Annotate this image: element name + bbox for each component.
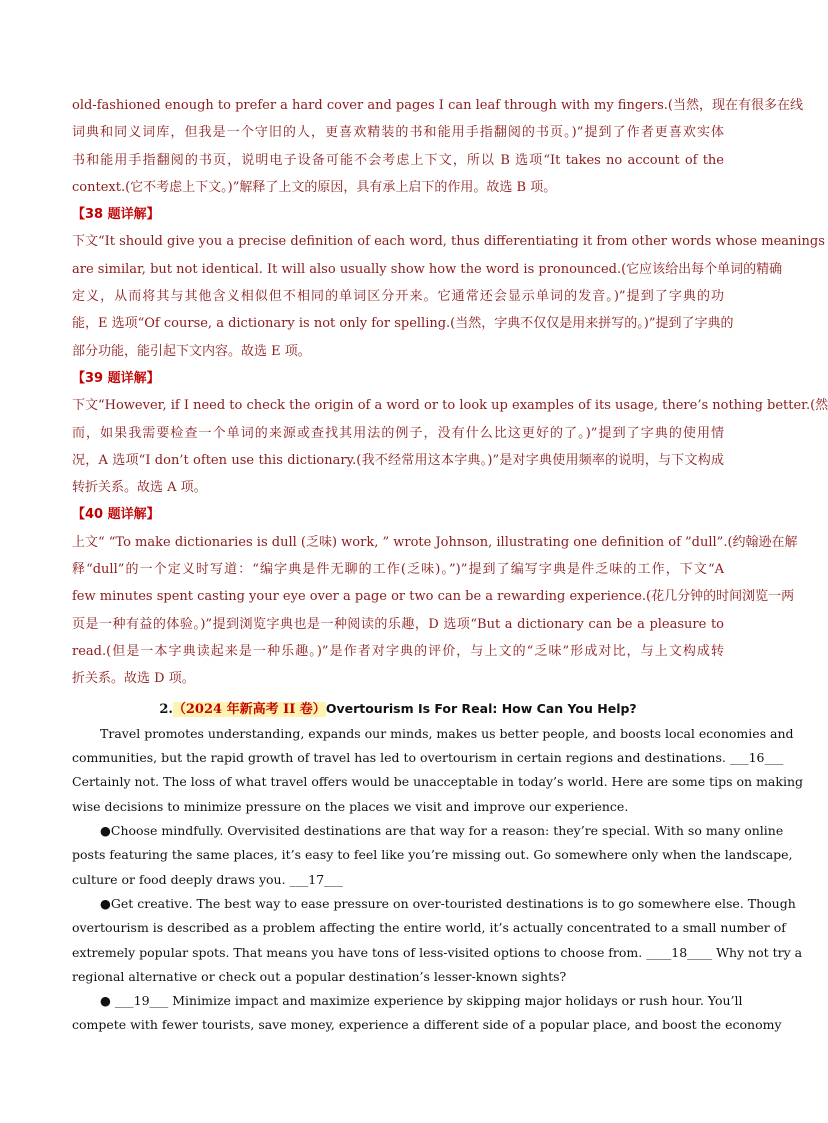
text-line: are similar, but not identical. It will also usually show how the word is pronounced.(它应该给出每个单词的精确 [72,261,783,277]
text-line: ●Get creative. The best way to ease pressure on over-touristed destinations is to go somewhere else. Though [100,895,796,911]
exam-source: （2024 年新高考 II 卷） [172,701,326,717]
paragraph [72,722,804,819]
text-line: 部分功能，能引起下文内容。故选 E 项。 [72,343,311,359]
text-line: 而，如果我需要检查一个单词的来源或查找其用法的例子，没有什么比这更好的了。)”提到了字典的使用情 [72,425,724,441]
text-line: 下文“It should give you a precise definition of each word, thus differentiating it from other words whose meanings [72,234,825,250]
passage-title-row [72,695,724,722]
text-line: 下文“However, if I need to check the origin of a word or to look up examples of its usage, there’s nothing better.(然 [72,398,828,414]
bullet-get-creative [72,892,803,989]
heading-38: 【38 题详解】 [72,207,160,223]
text-line: 转折关系。故选 A 项。 [72,480,207,496]
text-line: 页是一种有益的体验。)”提到浏览字典也是一种阅读的乐趣，D 选项“But a dictionary can be a pleasure to [72,616,724,632]
text-line: ●Choose mindfully. Overvisited destinations are that way for a reason: they’re special. With so many online [100,823,784,839]
question-number: 2. [159,701,173,717]
document-page [72,92,828,1038]
text-line: wise decisions to minimize pressure on the places we visit and improve our experience. [72,798,629,814]
text-line: regional alternative or check out a popular destination’s lesser-known sights? [72,968,567,984]
text-line: 能，E 选项“Of course, a dictionary is not only for spelling.(当然，字典不仅仅是用来拼写的。)”提到了字典的 [72,316,734,332]
text-line: 词典和同义词库，但我是一个守旧的人，更喜欢精装的书和能用手指翻阅的书页。)”提到了作者更喜欢实体 [72,125,724,141]
text-line: posts featuring the same places, it’s easy to feel like you’re missing out. Go somewhere only when the landscape, [72,847,793,863]
explanation-39 [72,392,828,501]
passage-title: Overtourism Is For Real: How Can You Help? [325,700,637,716]
text-line: 上文“ “To make dictionaries is dull (乏味) work, ” wrote Johnson, illustrating one definition of ”dull”.(约翰逊在解 [72,534,798,550]
bullet-choose-mindfully [72,819,793,892]
text-line: ● ___19___ Minimize impact and maximize experience by skipping major holidays or rush hour. You’ll [100,993,743,1009]
heading-40: 【40 题详解】 [72,507,160,523]
heading-39: 【39 题详解】 [72,370,160,386]
text-line: read.(但是一本字典读起来是一种乐趣。)”是作者对字典的评价，与上文的“乏味”形成对比，与上文构成转 [72,643,724,659]
text-line: 书和能用手指翻阅的书页，说明电子设备可能不会考虑上下文，所以 B 选项“It takes no account of the [72,152,724,168]
text-line: 定义，从而将其与其他含义相似但不相同的单词区分开来。它通常还会显示单词的发音。)”提到了字典的功 [72,289,724,305]
text-line: old-fashioned enough to prefer a hard cover and pages I can leaf through with my fingers.(当然，现在有很多在线 [72,98,803,113]
text-line: few minutes spent casting your eye over a page or two can be a rewarding experience.(花几分钟的时间浏览一两 [72,589,795,605]
text-line: communities, but the rapid growth of travel has led to overtourism in certain regions and destinations. ___16___ [72,750,784,766]
text-line: culture or food deeply draws you. ___17___ [72,871,343,887]
text-line: 释“dull”的一个定义时写道：“编字典是件无聊的工作(乏味)。”)”提到了编写字典是件乏味的工作，下文“A [72,562,724,578]
passage-body [72,722,804,1038]
text-line: Certainly not. The loss of what travel offers would be unacceptable in today’s world. Here are some tips on making [72,774,804,790]
text-line: context.(它不考虑上下文。)”解释了上文的原因，具有承上启下的作用。故选 B 项。 [72,179,557,195]
text-line: overtourism is described as a problem affecting the entire world, it’s actually concentrated to a small number of [72,920,786,936]
text-line: compete with fewer tourists, save money, experience a different side of a popular place, and boost the economy [72,1017,782,1033]
explanation-38 [72,228,825,364]
text-line: 折关系。故选 D 项。 [72,671,195,687]
text-line: 况，A 选项“I don’t often use this dictionary.(我不经常用这本字典。)”是对字典使用频率的说明，与下文构成 [72,452,724,468]
bullet-19 [72,989,782,1038]
explanation-37-continued [72,92,803,201]
text-line: Travel promotes understanding, expands our minds, makes us better people, and boosts local economies and [100,725,794,741]
text-line: extremely popular spots. That means you have tons of less-visited options to choose from. ____18____ Why not try a [72,944,803,960]
explanation-40 [72,529,798,693]
